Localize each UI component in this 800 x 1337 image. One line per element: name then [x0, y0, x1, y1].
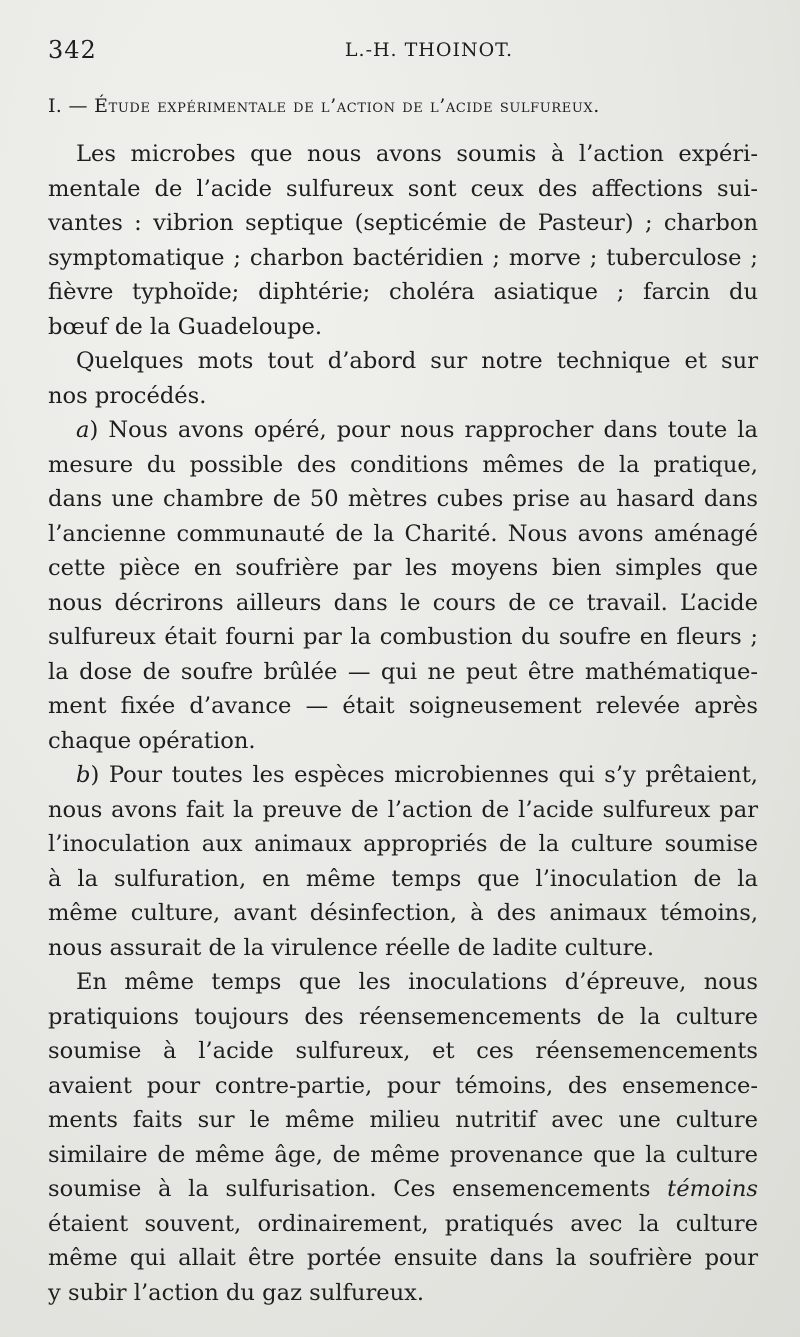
- text-line: nous avons fait la preuve de l’action de l’acide sulfureux par: [48, 796, 758, 823]
- text-line-temoins-start: soumise à la sulfurisation. Ces ensemencements: [48, 1176, 668, 1202]
- italic-word-temoins: témoins: [667, 1176, 758, 1202]
- text-line: nous décrirons ailleurs dans le cours de ce travail. L’acide: [48, 589, 758, 616]
- text-line-b: [48, 758, 758, 793]
- text-line: soumise à l’acide sulfureux, et ces réensemencements: [48, 1038, 758, 1064]
- text-line: dans une chambre de 50 mètres cubes prise au hasard dans: [48, 486, 758, 512]
- text-line: à la sulfuration, en même temps que l’inoculation de la: [48, 865, 758, 892]
- text-line: l’ancienne communauté de la Charité. Nous avons aménagé: [48, 520, 758, 547]
- text-line: bœuf de la Guadeloupe.: [48, 313, 323, 340]
- text-line: mentale de l’acide sulfureux sont ceux des affections sui-: [48, 175, 758, 202]
- page-header: [48, 36, 760, 72]
- item-marker-b: b: [76, 762, 91, 788]
- text-line: l’inoculation aux animaux appropriés de la culture soumise: [48, 831, 758, 857]
- text-line: même qui allait être portée ensuite dans la soufrière pour: [48, 1245, 758, 1271]
- text-line-temoins: [48, 1172, 758, 1207]
- text-line: la dose de soufre brûlée — qui ne peut être mathématique-: [48, 658, 758, 685]
- text-line: ment fixée d’avance — était soigneusement relevée après: [48, 693, 758, 719]
- text-line: ments faits sur le même milieu nutritif avec une culture: [48, 1107, 758, 1133]
- text-line: pratiquions toujours des réensemencements de la culture: [48, 1003, 758, 1030]
- text-line: cette pièce en soufrière par les moyens bien simples que: [48, 555, 758, 581]
- text-line: nous assurait de la virulence réelle de ladite culture.: [48, 934, 655, 961]
- section-title: Étude expérimentale de l’action de l’acide sulfureux.: [94, 95, 600, 117]
- text-line-a-rest: ) Nous avons opéré, pour nous rapprocher dans toute la: [89, 417, 758, 443]
- text-line: vantes : vibrion septique (septicémie de Pasteur) ; charbon: [48, 210, 758, 236]
- item-marker-a: a: [76, 417, 90, 443]
- text-line: similaire de même âge, de même provenance que la culture: [48, 1141, 758, 1168]
- text-line: Quelques mots tout d’abord sur notre technique et sur: [76, 348, 758, 374]
- text-line-a: [48, 413, 758, 448]
- text-line: étaient souvent, ordinairement, pratiqués avec la culture: [48, 1210, 758, 1237]
- text-line: y subir l’action du gaz sulfureux.: [48, 1279, 425, 1306]
- text-line: Les microbes que nous avons soumis à l’action expéri-: [76, 141, 758, 167]
- text-line: mesure du possible des conditions mêmes de la pratique,: [48, 451, 758, 478]
- text-line: même culture, avant désinfection, à des animaux témoins,: [48, 900, 758, 926]
- text-line-b-rest: ) Pour toutes les espèces microbiennes qui s’y prêtaient,: [90, 762, 758, 788]
- page-number: 342: [48, 36, 97, 64]
- text-line: fièvre typhoïde; diphtérie; choléra asiatique ; farcin du: [48, 279, 758, 305]
- body-text: [48, 137, 758, 1310]
- text-line: avaient pour contre-partie, pour témoins, des ensemence-: [48, 1072, 758, 1099]
- text-line: chaque opération.: [48, 727, 256, 754]
- text-line: sulfureux était fourni par la combustion du soufre en fleurs ;: [48, 624, 758, 650]
- text-line: symptomatique ; charbon bactéridien ; morve ; tuberculose ;: [48, 244, 758, 271]
- running-head: L.-H. THOINOT.: [344, 39, 514, 61]
- text-line: En même temps que les inoculations d’épreuve, nous: [76, 969, 758, 995]
- text-line: nos procédés.: [48, 382, 207, 409]
- section-heading: [48, 95, 768, 117]
- section-number: I. —: [48, 95, 88, 117]
